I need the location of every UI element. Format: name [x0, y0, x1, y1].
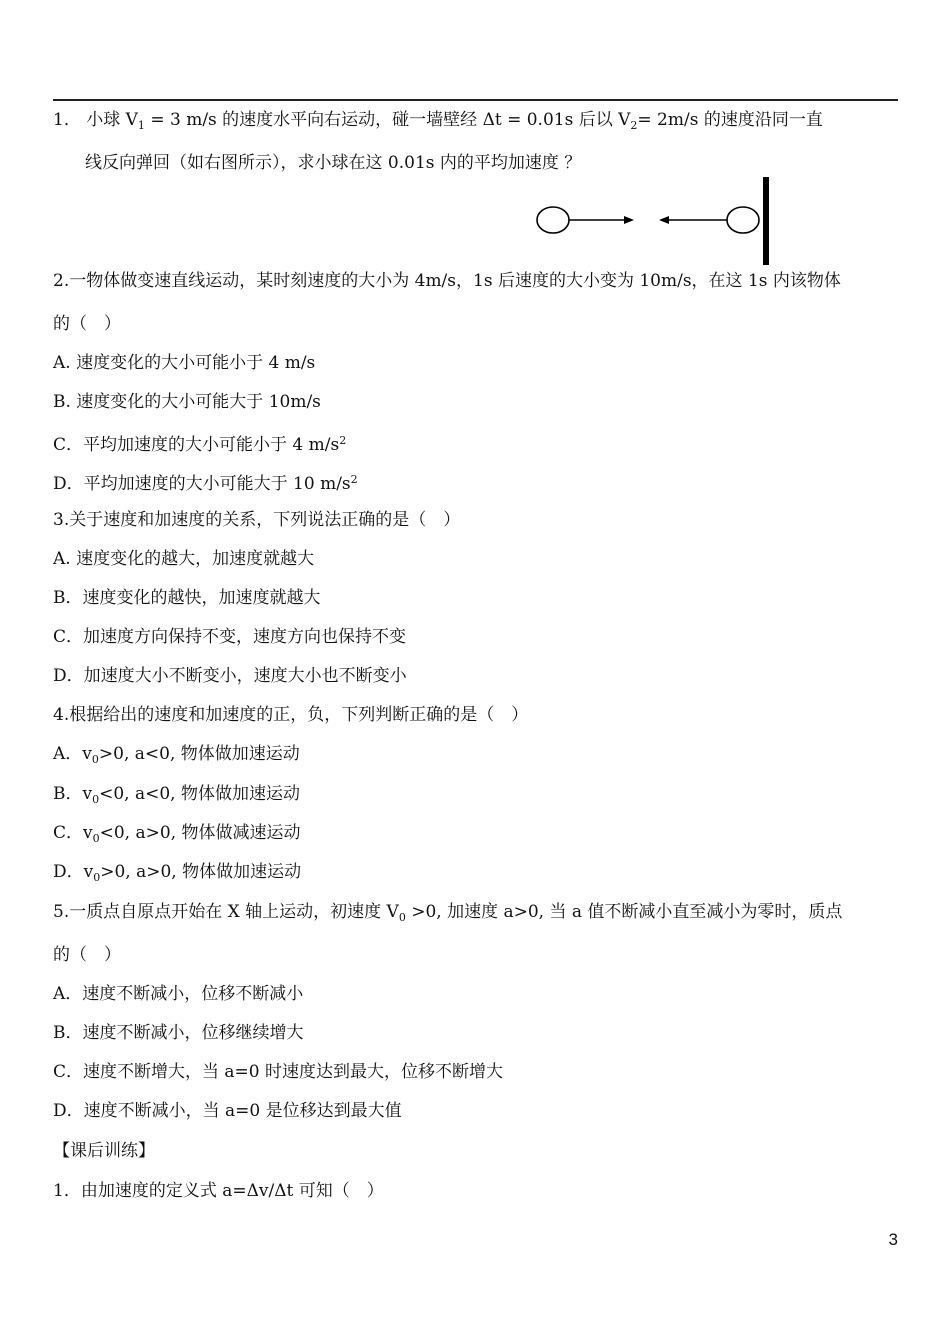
q1-number: 1．	[53, 110, 81, 130]
q5-option-d: D．速度不断减小，当 a=0 是位移达到最大值	[53, 1101, 402, 1121]
section-heading: 【课后训练】	[53, 1141, 155, 1161]
q2-line2: 的（ ）	[53, 314, 121, 334]
q5-option-b: B．速度不断减小，位移继续增大	[53, 1023, 304, 1043]
q4-option-b: B．$v_0<0$, a<0, 物体做加速运动	[53, 784, 300, 806]
q2-option-c: C．平均加速度的大小可能小于 4 $m/s^2$	[53, 434, 347, 455]
q2-option-b: B. 速度变化的大小可能大于 10m/s	[53, 392, 321, 412]
q1-line2: 线反向弹回（如右图所示），求小球在这 0.01s 内的平均加速度 ？	[85, 153, 582, 173]
ball-incoming	[537, 207, 569, 233]
q4-option-a: A．$v_0>0$, a<0, 物体做加速运动	[53, 744, 300, 766]
q5-line1: 5.一质点自原点开始在 X 轴上运动，初速度 $V_0 >0$, 加速度 a>0, 当 a 值不断减小直至减小为零时，质点	[53, 902, 843, 924]
homework-q1: 1．由加速度的定义式 a=Δv/Δt 可知（ ）	[53, 1181, 384, 1201]
q5-line2: 的（ ）	[53, 945, 121, 965]
q1-figure	[530, 175, 780, 267]
q5-option-c: C．速度不断增大，当 a=0 时速度达到最大，位移不断增大	[53, 1062, 504, 1082]
arrow-right-head	[624, 216, 634, 224]
page-number: 3	[888, 1230, 898, 1249]
q2-option-a: A. 速度变化的大小可能小于 4 m/s	[53, 353, 316, 373]
q4-option-c: C．$v_0<0$, a>0, 物体做减速运动	[53, 823, 301, 845]
q3-line1: 3.关于速度和加速度的关系，下列说法正确的是（ ）	[53, 510, 461, 530]
q2-option-d: D．平均加速度的大小可能大于 10 $m/s^2$	[53, 473, 358, 494]
q3-option-c: C．加速度方向保持不变，速度方向也保持不变	[53, 627, 407, 647]
q3-option-d: D．加速度大小不断变小，速度大小也不断变小	[53, 666, 407, 686]
wall	[763, 177, 769, 265]
q4-option-d: D．$v_0>0$, a>0, 物体做加速运动	[53, 862, 302, 884]
q1-line1: 1． 小球 $V_1 = 3$ m/s 的速度水平向右运动，碰一墙壁经 Δt = 0.01s 后以 $V_2= 2m/s$ 的速度沿同一直	[53, 110, 823, 132]
q5-option-a: A．速度不断减小，位移不断减小	[53, 984, 304, 1004]
q2-line1: 2.一物体做变速直线运动，某时刻速度的大小为 4m/s，1s 后速度的大小变为 10m/s，在这 1s 内该物体	[53, 271, 841, 291]
top-rule	[53, 99, 898, 101]
q3-option-a: A. 速度变化的越大，加速度就越大	[53, 549, 315, 569]
q4-line1: 4.根据给出的速度和加速度的正，负，下列判断正确的是（ ）	[53, 705, 529, 725]
arrow-left-head	[659, 216, 669, 224]
ball-rebound	[727, 207, 759, 233]
q3-option-b: B．速度变化的越快，加速度就越大	[53, 588, 321, 608]
